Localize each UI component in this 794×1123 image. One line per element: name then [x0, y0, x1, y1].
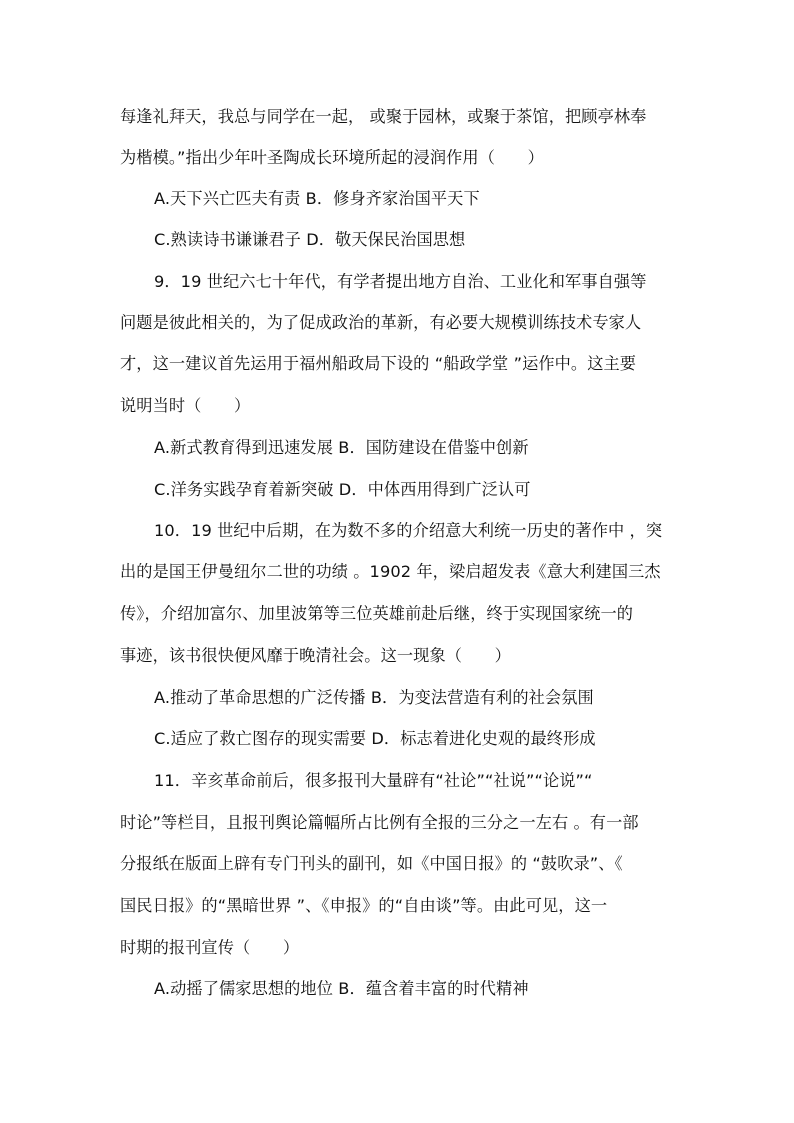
question-11-start: 11．辛亥革命前后，很多报刊大量辟有“社论”“社说”“论说”“ [154, 771, 593, 790]
paragraph-line: 为楷模。”指出少年叶圣陶成长环境所起的浸润作用（ ） [120, 148, 544, 167]
answer-options: A.新式教育得到迅速发展 B．国防建设在借鉴中创新 [154, 438, 529, 457]
paragraph-line: 问题是彼此相关的，为了促成政治的革新，有必要大规模训练技术专家人 [120, 313, 642, 332]
paragraph-line: 时论”等栏目，且报刊舆论篇幅所占比例有全报的三分之一左右 。有一部 [120, 813, 639, 832]
answer-options: A.推动了革命思想的广泛传播 B．为变法营造有利的社会氛围 [154, 688, 594, 707]
paragraph-line: 时期的报刊宣传（ ） [120, 938, 300, 957]
paragraph-line: 出的是国王伊曼纽尔二世的功绩 。1902 年，梁启超发表《意大利建国三杰 [120, 562, 661, 581]
answer-options: A.动摇了儒家思想的地位 B．蕴含着丰富的时代精神 [154, 979, 529, 998]
paragraph-line: 才，这一建议首先运用于福州船政局下设的 “船政学堂 ”运作中。这主要 [120, 354, 637, 373]
paragraph-line: 传》，介绍加富尔、加里波第等三位英雄前赴后继，终于实现国家统一的 [120, 604, 634, 623]
answer-options: C.熟读诗书谦谦君子 D．敬天保民治国思想 [154, 230, 466, 249]
question-10-start: 10．19 世纪中后期，在为数不多的介绍意大利统一历史的著作中 ，突 [154, 521, 663, 540]
paragraph-line: 每逢礼拜天，我总与同学在一起， 或聚于园林，或聚于茶馆，把顾亭林奉 [120, 107, 647, 126]
answer-options: C.洋务实践孕育着新突破 D．中体西用得到广泛认可 [154, 480, 531, 499]
answer-options: A.天下兴亡匹夫有责 B．修身齐家治国平天下 [154, 189, 480, 208]
question-9-start: 9．19 世纪六七十年代，有学者提出地方自治、工业化和军事自强等 [154, 272, 647, 291]
paragraph-line: 事迹，该书很快便风靡于晚清社会。这一现象（ ） [120, 646, 511, 665]
paragraph-line: 分报纸在版面上辟有专门刊头的副刊，如《中国日报》的 “鼓吹录”、《 [120, 854, 623, 873]
paragraph-line: 国民日报》的“黑暗世界 ”、《申报》的“自由谈”等。由此可见，这一 [120, 896, 608, 915]
answer-options: C.适应了救亡图存的现实需要 D．标志着进化史观的最终形成 [154, 729, 596, 748]
paragraph-line: 说明当时（ ） [120, 396, 251, 415]
